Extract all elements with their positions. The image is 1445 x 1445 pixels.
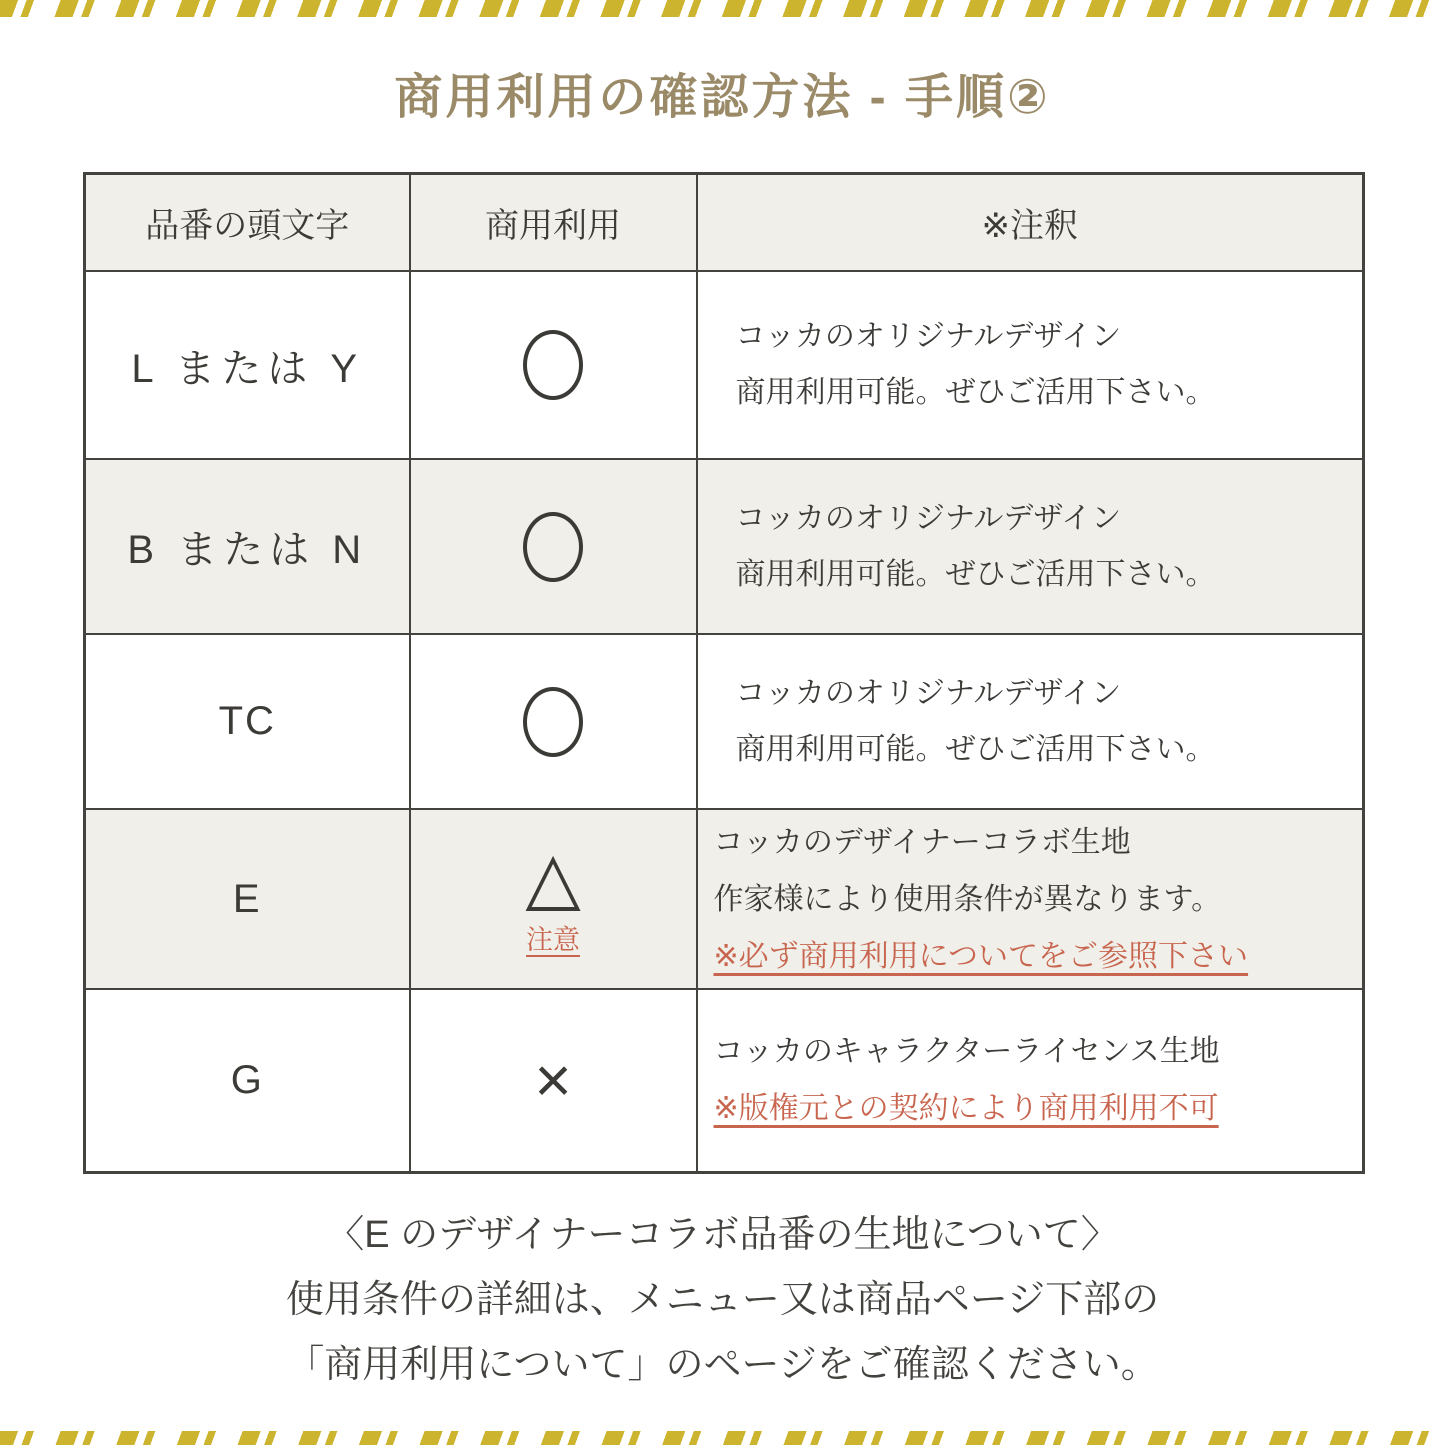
usage-mark-cell: [410, 989, 697, 1172]
note-line: 作家様により使用条件が異なります。: [713, 882, 1222, 916]
footer-note: [0, 1203, 1445, 1398]
footer-line: 〈E のデザイナーコラボ品番の生地について〉: [326, 1214, 1119, 1256]
table-row: [85, 459, 1364, 634]
table-row: [85, 989, 1364, 1172]
notes-cell: [697, 271, 1364, 459]
cross-not-allowed-icon: ×: [534, 1044, 572, 1117]
usage-mark-cell: [410, 459, 697, 634]
decorative-stripe-bottom: [0, 1431, 1445, 1445]
note-line: コッカのオリジナルデザイン: [735, 320, 1122, 353]
note-line: コッカのオリジナルデザイン: [735, 501, 1122, 535]
prefix-cell: E: [85, 809, 410, 989]
table-row: [85, 809, 1364, 989]
triangle-caution-icon: △: [525, 837, 581, 918]
header-notes: ※注釈: [697, 174, 1364, 272]
note-line: 商用利用可能。ぜひご活用下さい。: [735, 732, 1216, 766]
prefix-cell: G: [85, 989, 410, 1172]
usage-mark-cell: [410, 634, 697, 809]
footer-line: 使用条件の詳細は、メニュー又は商品ページ下部の: [285, 1279, 1160, 1321]
notes-cell: [697, 634, 1364, 809]
notes-cell: [697, 459, 1364, 634]
commercial-use-table: [83, 172, 1365, 1174]
circle-allowed-icon: [523, 687, 583, 757]
notes-cell: [697, 809, 1364, 989]
note-line: コッカのデザイナーコラボ生地: [713, 825, 1131, 859]
caution-label: 注意: [526, 924, 580, 955]
header-usage: 商用利用: [410, 174, 697, 272]
table-header-row: [85, 174, 1364, 272]
circle-allowed-icon: [523, 512, 583, 582]
page-title: 商用利用の確認方法 - 手順②: [394, 71, 1051, 124]
warning-line: ※版権元との契約により商用利用不可: [713, 1092, 1219, 1126]
note-line: コッカのキャラクターライセンス生地: [713, 1035, 1220, 1069]
prefix-cell: B または N: [85, 459, 410, 634]
note-line: コッカのオリジナルデザイン: [735, 676, 1122, 710]
table-row: [85, 634, 1364, 809]
footer-line: 「商用利用について」のページをご確認ください。: [286, 1344, 1159, 1386]
notes-cell: [697, 989, 1364, 1172]
note-line: 商用利用可能。ぜひご活用下さい。: [735, 376, 1216, 409]
usage-mark-cell: [410, 271, 697, 459]
table-row: [85, 271, 1364, 459]
note-line: 商用利用可能。ぜひご活用下さい。: [735, 557, 1216, 591]
prefix-cell: L または Y: [85, 271, 410, 459]
warning-line: ※必ず商用利用についてをご参照下さい: [713, 939, 1249, 973]
circle-allowed-icon: [523, 330, 583, 400]
header-prefix: 品番の頭文字: [85, 174, 410, 272]
prefix-cell: TC: [85, 634, 410, 809]
decorative-stripe-top: [0, 0, 1445, 17]
usage-mark-cell: [410, 809, 697, 989]
